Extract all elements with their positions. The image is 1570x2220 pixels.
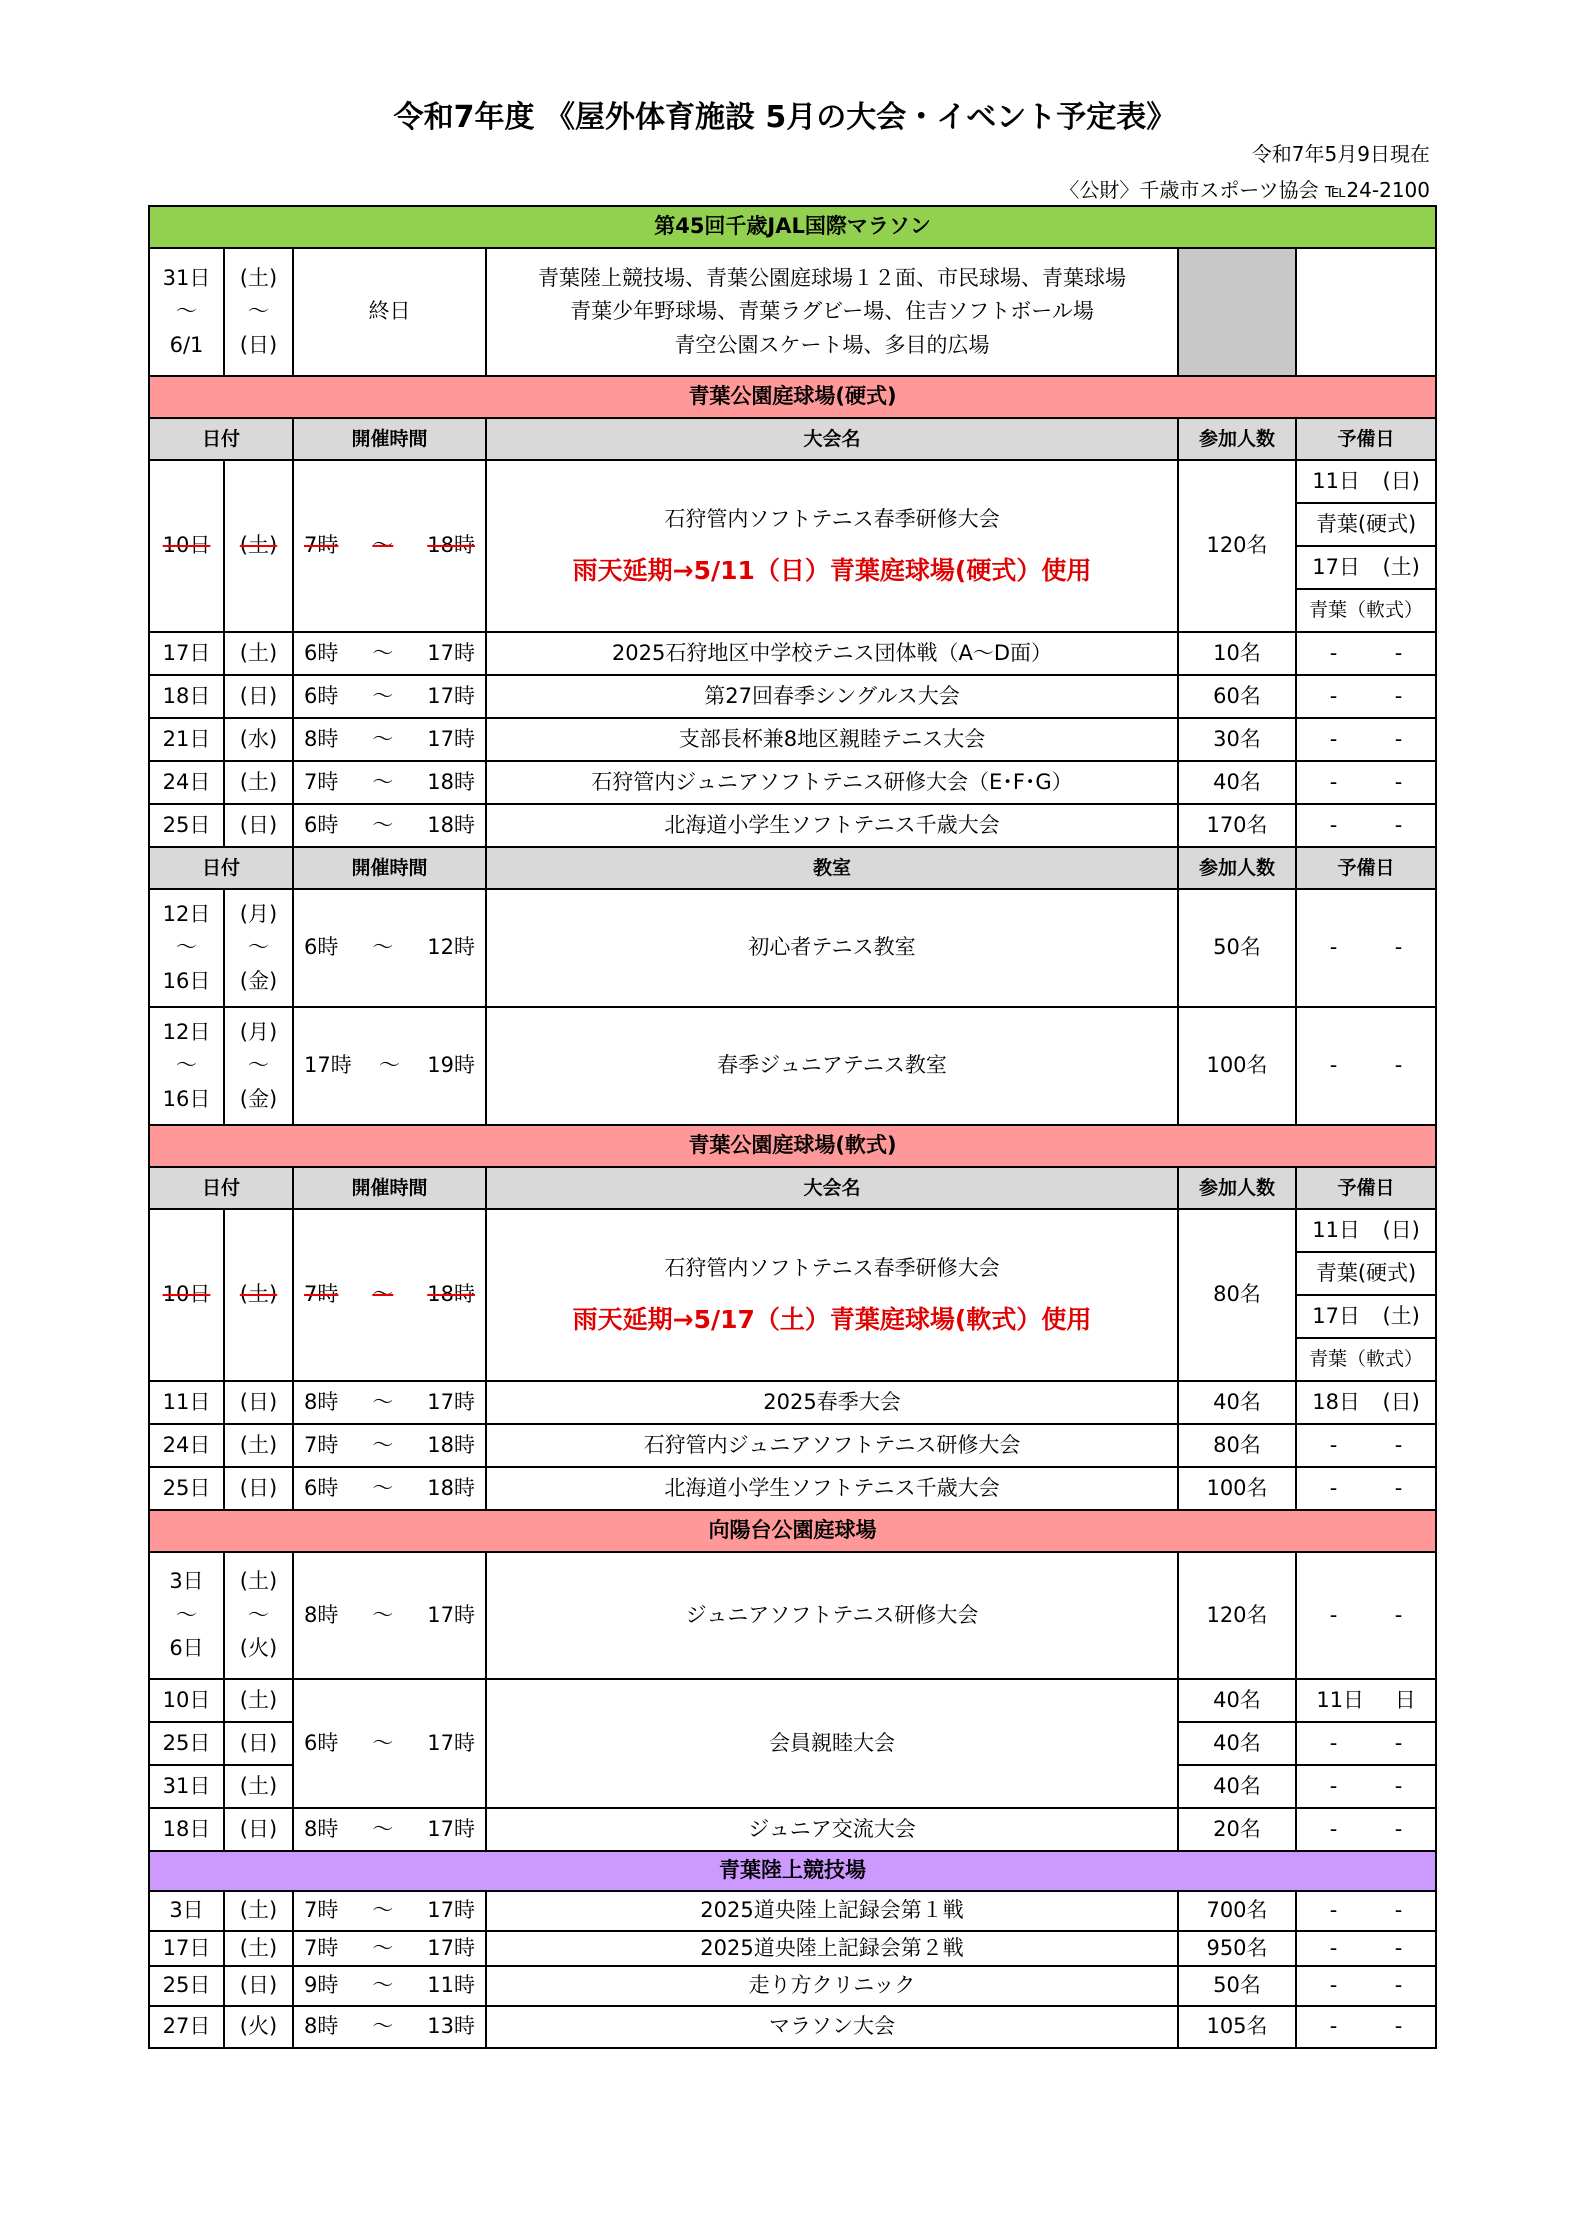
event-row: 21日 (水) 8時 ～ 17時 支部長杯兼8地区親睦テニス大会 30名 - - xyxy=(149,718,1436,761)
event-row: 18日 (日) 8時 ～ 17時 ジュニア交流大会 20名 - - xyxy=(149,1808,1436,1851)
time-cell: 終日 xyxy=(293,248,486,376)
postponed-event-row: 10日 (土) 7時 ～ 18時 石狩管内ソフトテニス春季研修大会 雨天延期→5/17（土）青葉庭球場(軟式）使用 80名 11日 (日) xyxy=(149,1209,1436,1252)
time-cell: 7時 ～ 18時 xyxy=(293,460,486,632)
marathon-row xyxy=(149,248,1436,376)
event-row: 17日 (土) 6時 ～ 17時 2025石狩地区中学校テニス団体戦（A～D面） 10名 - - xyxy=(149,632,1436,675)
section-track-header xyxy=(149,1851,1436,1891)
section-title: 第45回千歳JAL国際マラソン xyxy=(149,206,1436,248)
column-header-row xyxy=(149,418,1436,460)
class-row: 12日 ～ 16日 (月) ～ (金) 6時 ～ 12時 初心者テニス教室 50名 - - xyxy=(149,889,1436,1007)
section-title: 青葉陸上競技場 xyxy=(149,1851,1436,1891)
page-title: 令和7年度 《屋外体育施設 5月の大会・イベント予定表》 xyxy=(393,100,1177,135)
section-koyodai-header xyxy=(149,1510,1436,1552)
section-hard-header xyxy=(149,376,1436,418)
event-row: 25日 (日) 6時 ～ 18時 北海道小学生ソフトテニス千歳大会 100名 - - xyxy=(149,1467,1436,1510)
event-name-cell: 石狩管内ソフトテニス春季研修大会 雨天延期→5/11（日）青葉庭球場(硬式）使用 xyxy=(486,460,1178,632)
section-title: 青葉公園庭球場(硬式) xyxy=(149,376,1436,418)
col-name: 大会名 xyxy=(486,418,1178,460)
date-cell: 10日 xyxy=(149,460,224,632)
col-reserve: 予備日 xyxy=(1296,418,1436,460)
section-marathon-header xyxy=(149,206,1436,248)
section-title: 青葉公園庭球場(軟式) xyxy=(149,1125,1436,1167)
event-row: 25日 (日) 6時 ～ 18時 北海道小学生ソフトテニス千歳大会 170名 - - xyxy=(149,804,1436,847)
event-row: 3日 (土) 7時 ～ 17時 2025道央陸上記録会第１戦 700名 - - xyxy=(149,1891,1436,1931)
class-row: 12日 ～ 16日 (月) ～ (金) 17時 ～ 19時 春季ジュニアテニス教室 100名 - - xyxy=(149,1007,1436,1125)
event-row: 10日 (土) 6時 ～ 17時 会員親睦大会 40名 11日 日 xyxy=(149,1679,1436,1722)
column-header-row: 日付 開催時間 大会名 参加人数 予備日 xyxy=(149,1167,1436,1209)
participants-cell xyxy=(1178,248,1296,376)
event-row: 27日 (火) 8時 ～ 13時 マラソン大会 105名 - - xyxy=(149,2006,1436,2048)
reserve-cell: 青葉（軟式） xyxy=(1296,589,1436,632)
reserve-cell: 11日 (日) xyxy=(1296,460,1436,503)
col-participants: 参加人数 xyxy=(1178,418,1296,460)
event-row: 17日 (土) 7時 ～ 17時 2025道央陸上記録会第２戦 950名 - - xyxy=(149,1931,1436,1966)
participants-cell: 120名 xyxy=(1178,460,1296,632)
event-row: 24日 (土) 7時 ～ 18時 石狩管内ジュニアソフトテニス研修大会（E･F･G） 40名 - - xyxy=(149,761,1436,804)
event-row: 3日 ～ 6日 (土) ～ (火) 8時 ～ 17時 ジュニアソフトテニス研修大会 120名 - - xyxy=(149,1552,1436,1679)
column-header-row: 日付 開催時間 教室 参加人数 予備日 xyxy=(149,847,1436,889)
date-cell: 31日 ～ 6/1 xyxy=(149,248,224,376)
event-row: 18日 (日) 6時 ～ 17時 第27回春季シングルス大会 60名 - - xyxy=(149,675,1436,718)
postponement-note: 雨天延期→5/11（日）青葉庭球場(硬式）使用 xyxy=(572,555,1092,585)
weekday-cell: (土) xyxy=(224,460,293,632)
reserve-cell: 青葉(硬式) xyxy=(1296,503,1436,546)
event-row: 24日 (土) 7時 ～ 18時 石狩管内ジュニアソフトテニス研修大会 80名 - - xyxy=(149,1424,1436,1467)
postponement-note: 雨天延期→5/17（土）青葉庭球場(軟式）使用 xyxy=(572,1304,1092,1334)
section-soft-header xyxy=(149,1125,1436,1167)
postponed-event-row xyxy=(149,460,1436,503)
venues-cell: 青葉陸上競技場、青葉公園庭球場１２面、市民球場、青葉球場 青葉少年野球場、青葉ラグビー場、住吉ソフトボール場 青空公園スケート場、多目的広場 xyxy=(486,248,1178,376)
organization-contact: 〈公財〉千歳市スポーツ協会 ℡24-2100 xyxy=(1059,178,1430,202)
section-title: 向陽台公園庭球場 xyxy=(149,1510,1436,1552)
event-row: 11日 (日) 8時 ～ 17時 2025春季大会 40名 18日 (日) xyxy=(149,1381,1436,1424)
col-time: 開催時間 xyxy=(293,418,486,460)
reserve-cell xyxy=(1296,248,1436,376)
as-of-date: 令和7年5月9日現在 xyxy=(1251,142,1430,166)
weekday-cell: (土) ～ (日) xyxy=(224,248,293,376)
event-row: 31日 (土) 40名 - - xyxy=(149,1765,1436,1808)
schedule-table: 第45回千歳JAL国際マラソン 31日 ～ 6/1 (土) ～ (日) 終日 青葉陸上競技場、青葉公園庭球場１２面、市民球場、青葉球場 青葉少年野球場、青葉ラグビー場、住吉ソフトボール場 青空公園スケート場、多目的広場 青葉公園庭球場(硬式) 日付 開催時間 大会名 参加人数 予備日 10日 (土) 7時 ～ 18時 石狩管内ソフトテニス春季研修大会 雨天延期→5/11（日）青葉庭球場(硬式）使用 120名 11日 (日) 青葉(硬式) 17日 (土) 青葉（軟式） 17日 (土) 6時 ～ 17時 2025石狩地区中学校テニス団体戦（A～D面） 10名 - - 18日 (日) 6時 ～ 17時 第27回春季シングルス大会 60名 - - 21日 (水) 8時 ～ 17時 支部長杯兼8地区親睦テニス大会 30名 - - 24日 (土) 7時 ～ 18時 石狩管内ジュニアソフトテニス研修大会（E･F･G） 40名 - - 25日 (日) 6時 ～ 18時 北海道小学生ソフトテニス千歳大会 170名 - - 日付 開催時間 教室 参加人数 予備日 12日 ～ 16日 (月) ～ (金) 6時 ～ 12時 初心者テニス教室 50名 - - 12日 ～ 16日 (月) ～ (金) 17時 ～ 19時 春季ジュニアテニス教室 100名 - - 青葉公園庭球場(軟式) 日付 開催時間 大会名 参加人数 予備日 10日 (土) 7時 ～ 18時 石狩管内ソフトテニス春季研修大会 雨天延期→5/17（土）青葉庭球場(軟式）使用 80名 11日 (日) 青葉(硬式) 17日 (土) 青葉（軟式） 11日 (日) 8時 ～ 17時 2025春季大会 40名 18日 (日) 24日 (土) 7時 ～ 18時 石狩管内ジュニアソフトテニス研修大会 80名 - - 25日 (日) 6時 ～ 18時 北海道小学生ソフトテニス千歳大会 100名 - - 向陽台公園庭球場 3日 ～ 6日 (土) ～ (火) 8時 ～ 17時 ジュニアソフトテニス研修大会 120名 - - 10日 (土) 6時 ～ 17時 会員親睦大会 40名 11日 日 25日 (日) 40名 - - 31日 (土) 40名 - - 18日 (日) 8時 ～ 17時 ジュニア交流大会 20名 - - 青葉陸上競技場 3日 (土) 7時 ～ 17時 2025道央陸上記録会第１戦 700名 - - 17日 (土) 7時 ～ 17時 2025道央陸上記録会第２戦 950名 - - 25日 (日) 9時 ～ 11時 走り方クリニック 50名 - - 27日 (火) 8時 ～ 13時 マラソン大会 105名 - - xyxy=(148,205,1437,2049)
event-row: 25日 (日) 40名 - - xyxy=(149,1722,1436,1765)
reserve-cell: 17日 (土) xyxy=(1296,546,1436,589)
col-date: 日付 xyxy=(149,418,293,460)
event-row: 25日 (日) 9時 ～ 11時 走り方クリニック 50名 - - xyxy=(149,1966,1436,2006)
